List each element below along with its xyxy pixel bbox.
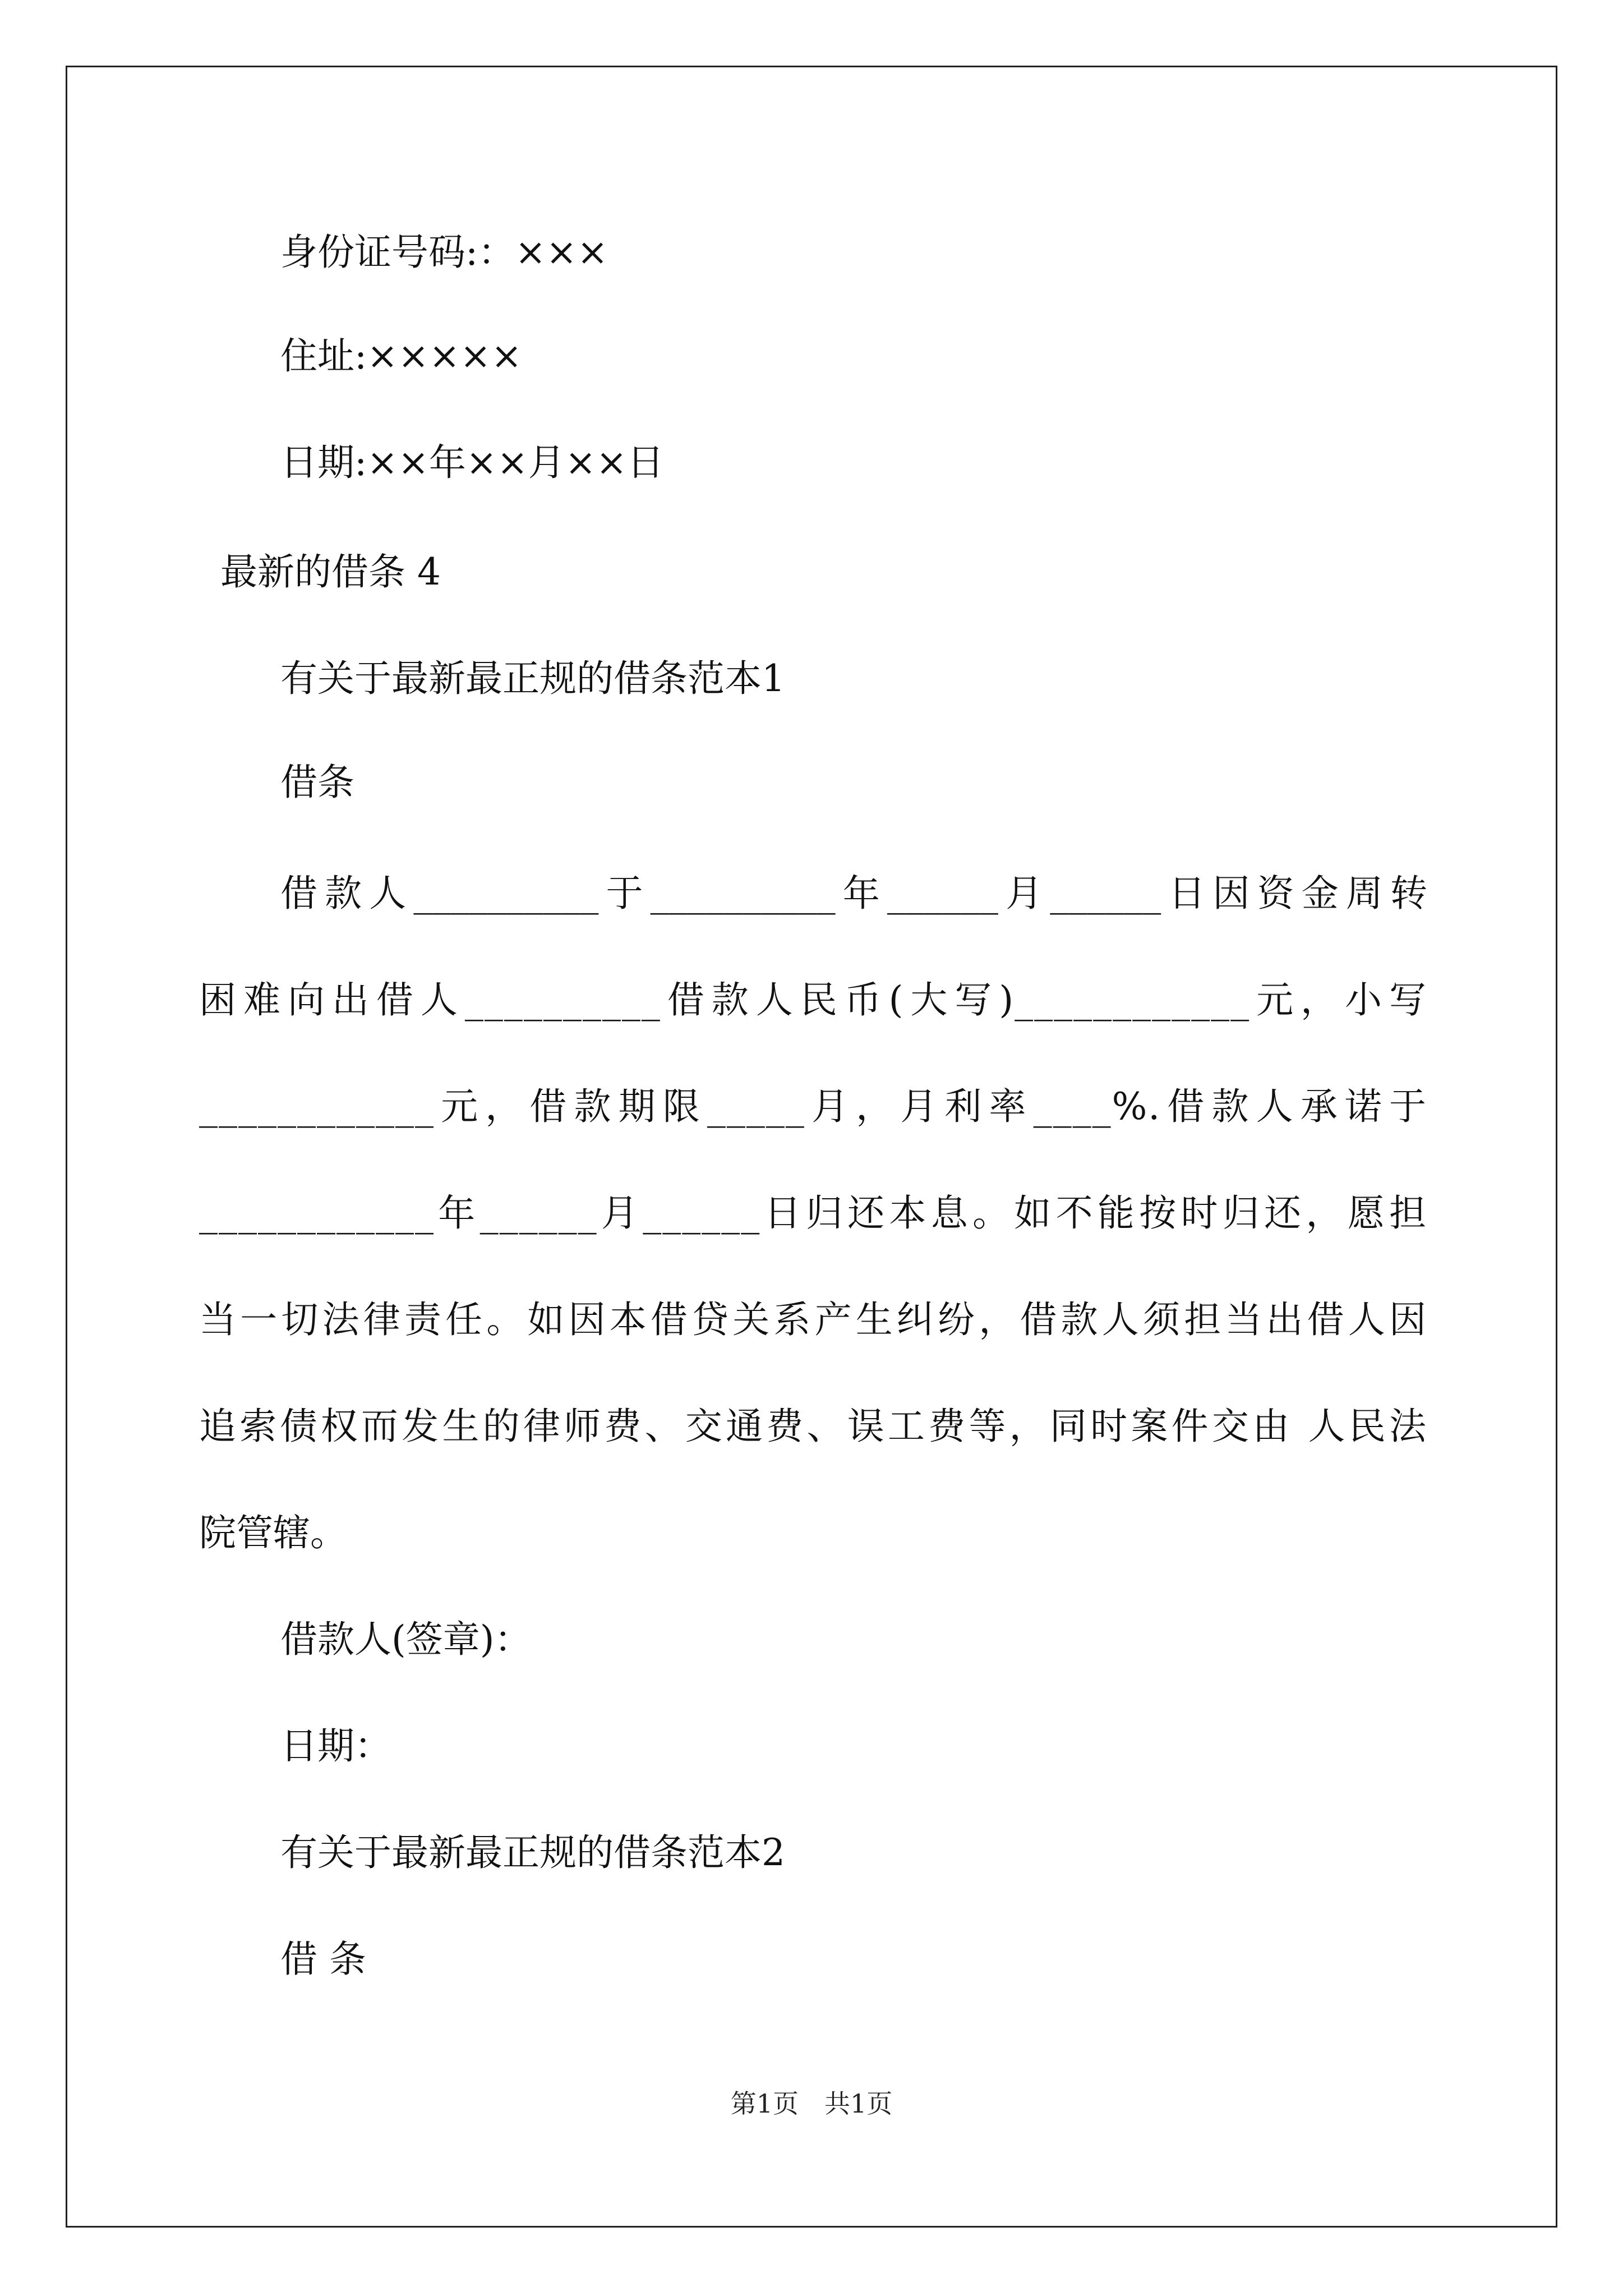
date-line-top: 日期:××年××月××日 [280,441,665,484]
iou-title-2: 借 条 [280,1938,366,1981]
body-line-2: 困难向出借人__________借款人民币(大写)____________元，小写 [199,978,1427,1022]
body-line-5: 当一切法律责任。如因本借贷关系产生纠纷，借款人须担当出借人因 [199,1298,1427,1341]
section-heading: 最新的借条 4 [220,550,441,593]
sample-1-title: 有关于最新最正规的借条范本1 [280,657,785,700]
body-line-3: ____________元，借款期限_____月，月利率____%.借款人承诺于 [199,1085,1427,1128]
borrower-signature-line: 借款人(签章)： [280,1618,532,1661]
body-line-6: 追索债权而发生的律师费、交通费、误工费等，同时案件交由 人民法 [199,1405,1427,1448]
body-line-1: 借款人__________于__________年______月______日因资金周转 [280,872,1427,915]
address-line: 住址:××××× [280,334,522,378]
page-border [66,66,1557,2228]
body-line-7: 院管辖。 [199,1511,347,1554]
date-label-line: 日期： [280,1724,391,1768]
page-footer: 第1页 共1页 [730,2088,893,2119]
body-line-4: ____________年______月______日归还本息。如不能按时归还，愿担 [199,1191,1427,1235]
sample-2-title: 有关于最新最正规的借条范本2 [280,1831,785,1874]
iou-title-1: 借条 [280,761,354,804]
id-number-line: 身份证号码:：××× [280,231,608,274]
